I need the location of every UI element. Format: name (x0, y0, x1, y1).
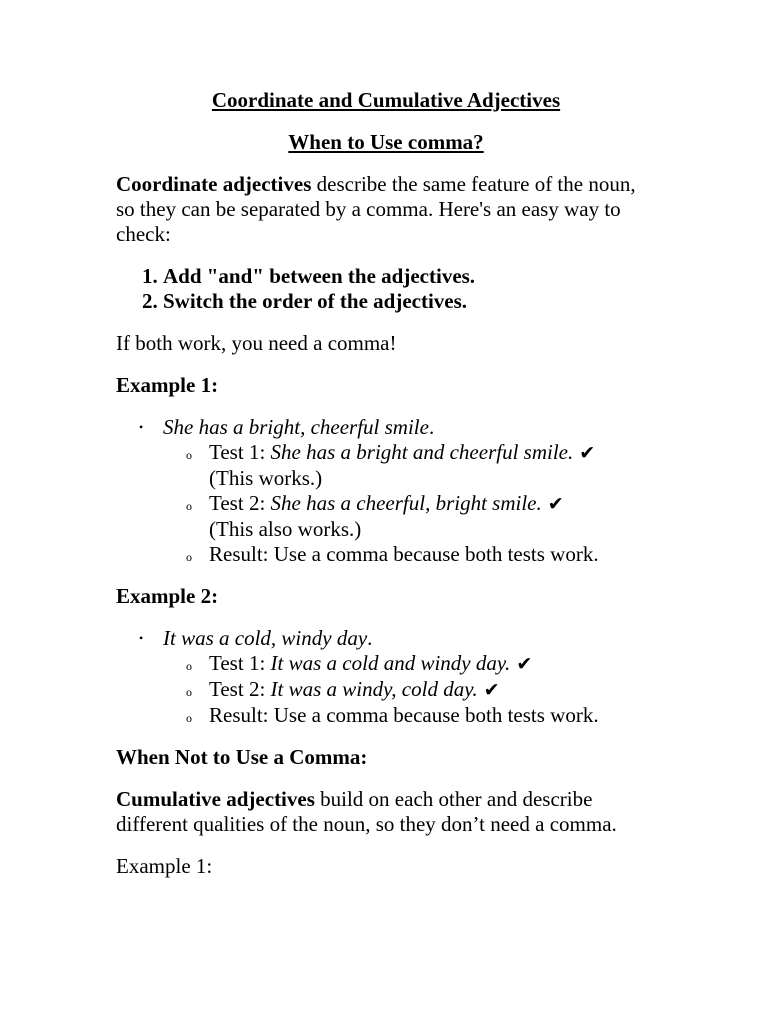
example-3-heading: Example 1: (116, 854, 213, 878)
circle-bullet-icon: o (186, 685, 192, 699)
bullet-icon: • (139, 631, 144, 645)
example-sentence: It was a cold, windy day (163, 626, 368, 650)
test-label: Test 1: (209, 440, 271, 464)
checkmark-icon: ✔ (510, 653, 533, 675)
coordinate-description: describe the same feature of the noun, so they can be separated by a comma. Here's an easy way to check: (116, 172, 636, 246)
sentence-period: . (367, 626, 373, 650)
test-label: Test 2: (209, 677, 271, 701)
result-text: Result: Use a comma because both tests work. (209, 703, 599, 727)
test-note: (This also works.) (209, 517, 362, 541)
check-step: 1. Add "and" between the adjectives. (163, 264, 656, 289)
document-subtitle: When to Use comma? (288, 130, 484, 154)
example-1-list (116, 415, 656, 567)
example-2-heading: Example 2: (116, 584, 219, 608)
check-steps-list (116, 264, 656, 314)
circle-bullet-icon: o (186, 711, 192, 725)
example-2-list (116, 626, 656, 728)
check-step: 2. Switch the order of the adjectives. (163, 289, 656, 314)
checkmark-icon: ✔ (541, 493, 564, 515)
result-item (186, 542, 656, 567)
checkmark-icon: ✔ (573, 442, 596, 464)
example-sentence: She has a bright, cheerful smile (163, 415, 429, 439)
result-text: Result: Use a comma because both tests work. (209, 542, 599, 566)
bullet-icon: • (139, 420, 144, 434)
example-2-tests-list (163, 651, 656, 728)
coordinate-term: Coordinate adjectives (116, 172, 312, 196)
test-item (186, 677, 656, 703)
checkmark-icon: ✔ (477, 679, 500, 701)
example-1-heading: Example 1: (116, 373, 219, 397)
test-label: Test 2: (209, 491, 271, 515)
example-2-sentence-item (139, 626, 656, 728)
not-comma-heading: When Not to Use a Comma: (116, 745, 368, 769)
document-page (116, 88, 656, 879)
cumulative-description: build on each other and describe different qualities of the noun, so they don’t need a comma. (116, 787, 617, 836)
test-sentence: She has a bright and cheerful smile. (270, 440, 574, 464)
coordinate-intro-paragraph (116, 172, 656, 247)
sentence-period: . (428, 415, 435, 439)
test-label: Test 1: (209, 651, 271, 675)
test-item (186, 651, 656, 677)
circle-bullet-icon: o (186, 659, 192, 673)
test-sentence: It was a cold and windy day. (270, 651, 511, 675)
cumulative-term: Cumulative adjectives (116, 787, 315, 811)
example-1-tests-list (163, 440, 656, 567)
test-sentence: It was a windy, cold day. (270, 677, 478, 701)
test-note: (This works.) (209, 466, 323, 490)
circle-bullet-icon: o (186, 448, 192, 462)
result-item (186, 703, 656, 728)
rule-paragraph: If both work, you need a comma! (116, 331, 397, 355)
test-item (186, 440, 656, 491)
circle-bullet-icon: o (186, 499, 192, 513)
test-item (186, 491, 656, 542)
example-1-sentence-item (139, 415, 656, 567)
document-title: Coordinate and Cumulative Adjectives (211, 88, 561, 112)
cumulative-intro-paragraph (116, 787, 656, 837)
test-sentence: She has a cheerful, bright smile. (270, 491, 542, 515)
circle-bullet-icon: o (186, 550, 192, 564)
